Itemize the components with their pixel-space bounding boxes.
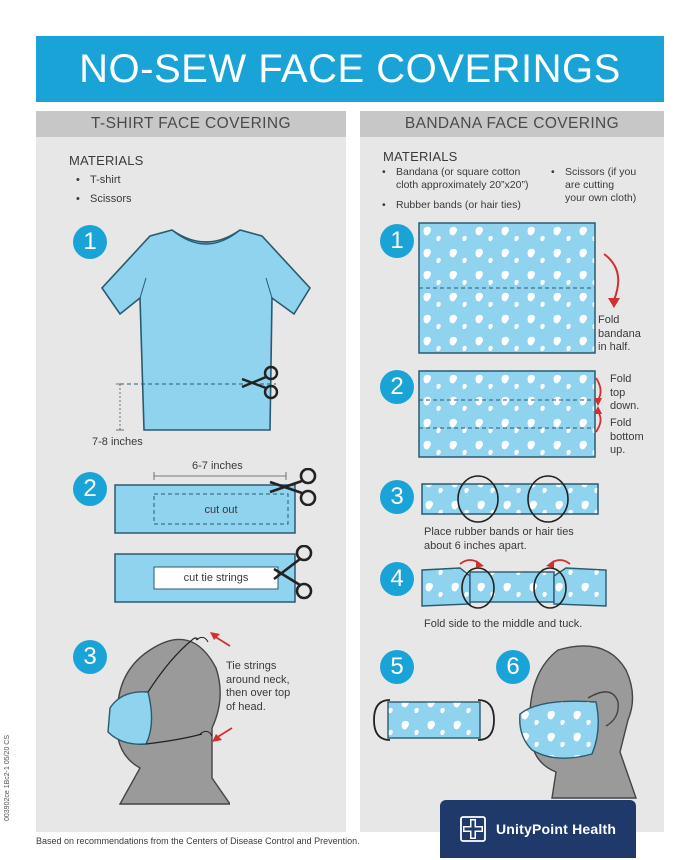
bandana-materials-title: MATERIALS (383, 149, 458, 164)
bandana-half-illustration (418, 370, 598, 460)
bandana-material-item: • Rubber bands (or hair ties) (396, 199, 521, 212)
material-line: • Bandana (or square cotton (396, 166, 521, 178)
fold-line: Fold (598, 314, 620, 326)
bandana-tuck-illustration (420, 556, 610, 612)
bands-line: Place rubber bands or hair ties (424, 526, 574, 538)
tie-instructions (226, 660, 290, 714)
cross-logo-icon (460, 816, 486, 842)
bands-line: about 6 inches apart. (424, 539, 527, 552)
step-number-5: 5 (380, 650, 414, 684)
footer-note: Based on recommendations from the Centers of Disease Control and Prevention. (36, 836, 360, 846)
fold-line: Fold (610, 373, 632, 385)
bandana-strip-with-bands (420, 474, 602, 524)
tie-line: of head. (226, 700, 266, 713)
tshirt-header: T-SHIRT FACE COVERING (36, 111, 346, 137)
material-line: are cutting (565, 179, 615, 191)
arrow-icon (210, 724, 234, 744)
tshirt-material-item: • Scissors (90, 193, 132, 206)
fold-line: bottom (610, 430, 644, 443)
material-line: your own cloth) (565, 192, 637, 204)
tuck-instructions: Fold side to the middle and tuck. (424, 618, 583, 630)
step-number-1: 1 (73, 225, 107, 259)
fold-bottom-label (610, 417, 644, 458)
cut-out-label: cut out (204, 504, 238, 516)
bands-instructions (424, 526, 574, 553)
tie-line: then over top (226, 687, 291, 699)
fold-arrow-icon (600, 250, 628, 310)
tshirt-illustration (90, 218, 320, 458)
step-number-3: 3 (380, 480, 414, 514)
arrow-icon (208, 630, 232, 650)
step-number-1: 1 (380, 224, 414, 258)
unitypoint-logo (440, 800, 636, 858)
fold-arrow-icon (592, 374, 606, 434)
step-number-2: 2 (73, 472, 107, 506)
fold-half-label (598, 314, 641, 355)
tshirt-material-item: • T-shirt (90, 174, 121, 187)
cut-strings-label: cut tie strings (183, 572, 249, 584)
tshirt-materials-title: MATERIALS (69, 153, 144, 168)
width-label: 6-7 inches (192, 460, 243, 472)
scissors-icon (240, 365, 282, 401)
scissors-icon (270, 545, 322, 601)
page-title: NO-SEW FACE COVERINGS (36, 36, 664, 102)
step-number-6: 6 (496, 650, 530, 684)
finished-mask-illustration (370, 694, 498, 746)
fold-line: Fold (610, 417, 632, 429)
bandana-material-item (565, 166, 636, 205)
tie-line: Tie strings (226, 660, 277, 672)
fold-line: top (610, 386, 626, 399)
fold-line: down. (610, 400, 640, 412)
scissors-icon (268, 468, 320, 506)
document-code: 003902ce 1Bc2-1 05/20 CS (4, 734, 11, 821)
fold-line: in half. (598, 341, 631, 353)
fold-line: bandana (598, 327, 641, 340)
bandana-square-illustration (418, 222, 598, 356)
material-line: cloth approximately 20”x20”) (396, 179, 529, 191)
step-number-4: 4 (380, 562, 414, 596)
bandana-material-item (396, 166, 528, 192)
measure-label: 7-8 inches (92, 436, 143, 448)
head-wearing-mask-illustration (516, 640, 642, 800)
step-number-3: 3 (73, 640, 107, 674)
step-number-2: 2 (380, 370, 414, 404)
logo-text: UnityPoint Health (496, 821, 617, 837)
fold-top-label (610, 373, 639, 414)
tie-line: around neck, (226, 673, 290, 686)
bandana-header: BANDANA FACE COVERING (360, 111, 664, 137)
material-line: • Scissors (if you (565, 166, 637, 178)
fold-line: up. (610, 444, 626, 456)
head-with-mask-illustration (100, 628, 230, 808)
